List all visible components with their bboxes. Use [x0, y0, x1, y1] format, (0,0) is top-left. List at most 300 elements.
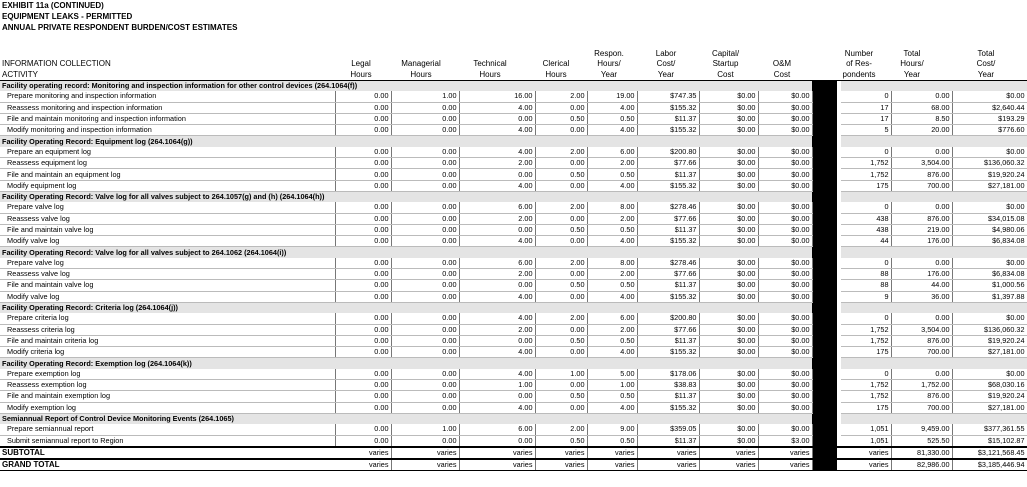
value-cell: 5.00	[587, 369, 637, 380]
value-cell: $0.00	[758, 236, 812, 247]
total-cell: $6,834.08	[952, 236, 1027, 247]
total-cell: 1,752	[841, 169, 891, 180]
activity-label: Reassess equipment log	[0, 158, 335, 169]
total-cell: 0	[841, 147, 891, 158]
separator-bar	[812, 291, 837, 302]
value-cell: $200.80	[637, 313, 699, 324]
total-cell: varies	[841, 459, 891, 471]
separator-bar	[812, 358, 837, 369]
value-cell: 0.00	[335, 158, 391, 169]
value-cell: 0.00	[391, 258, 459, 269]
value-cell: 4.00	[459, 347, 535, 358]
total-cell: 525.50	[891, 435, 952, 447]
table-row	[0, 424, 1027, 435]
value-cell: $0.00	[758, 202, 812, 213]
separator-bar	[812, 147, 837, 158]
value-cell: $178.06	[637, 369, 699, 380]
table-row	[0, 258, 1027, 269]
table-row	[0, 224, 1027, 235]
section-header-row	[0, 81, 1027, 91]
value-cell: varies	[335, 447, 391, 459]
section-title: Facility Operating Record: Exemption log (264.1064(k))	[0, 358, 812, 369]
total-cell: varies	[841, 447, 891, 459]
value-cell: $0.00	[699, 213, 758, 224]
technical-hours-header: Technical Hours	[473, 59, 507, 79]
value-cell: $11.37	[637, 113, 699, 124]
value-cell: 0.00	[335, 258, 391, 269]
total-cell: $0.00	[952, 258, 1027, 269]
value-cell: 1.00	[587, 380, 637, 391]
value-cell: varies	[587, 459, 637, 471]
separator-bar	[812, 224, 837, 235]
value-cell: 0.00	[459, 113, 535, 124]
total-cell: 8.50	[891, 113, 952, 124]
total-cell: 0.00	[891, 313, 952, 324]
value-cell: 4.00	[459, 402, 535, 413]
table-row	[0, 113, 1027, 124]
value-cell: 0.00	[535, 102, 587, 113]
value-cell: 2.00	[587, 324, 637, 335]
separator-bar	[812, 313, 837, 324]
value-cell: $0.00	[699, 169, 758, 180]
value-cell: 0.00	[335, 424, 391, 435]
activity-label: File and maintain valve log	[0, 224, 335, 235]
grand-total-row	[0, 459, 1027, 471]
value-cell: 8.00	[587, 202, 637, 213]
value-cell: 0.00	[335, 125, 391, 136]
value-cell: $0.00	[699, 291, 758, 302]
value-cell: $155.32	[637, 236, 699, 247]
total-cell: $34,015.08	[952, 213, 1027, 224]
separator-bar	[812, 269, 837, 280]
value-cell: 0.00	[391, 102, 459, 113]
value-cell: varies	[758, 447, 812, 459]
activity-label: Prepare criteria log	[0, 313, 335, 324]
value-cell: 0.00	[459, 224, 535, 235]
separator-bar	[812, 81, 837, 91]
value-cell: 0.00	[391, 369, 459, 380]
total-cell: 82,986.00	[891, 459, 952, 471]
value-cell: 2.00	[459, 158, 535, 169]
value-cell: 0.00	[535, 236, 587, 247]
value-cell: 4.00	[587, 347, 637, 358]
value-cell: 0.00	[335, 380, 391, 391]
exhibit-titles	[0, 0, 237, 33]
total-cell: $15,102.87	[952, 435, 1027, 447]
value-cell: 0.50	[535, 169, 587, 180]
value-cell: varies	[758, 459, 812, 471]
value-cell: 0.00	[391, 380, 459, 391]
value-cell: 4.00	[587, 236, 637, 247]
value-cell: 0.00	[535, 380, 587, 391]
value-cell: 0.00	[335, 369, 391, 380]
separator-bar	[812, 402, 837, 413]
value-cell: 2.00	[459, 269, 535, 280]
table-row	[0, 291, 1027, 302]
value-cell: 0.50	[535, 391, 587, 402]
value-cell: $0.00	[699, 224, 758, 235]
value-cell: $155.32	[637, 347, 699, 358]
value-cell: $0.00	[758, 158, 812, 169]
value-cell: 6.00	[587, 147, 637, 158]
value-cell: varies	[335, 459, 391, 471]
value-cell: $0.00	[699, 402, 758, 413]
value-cell: $0.00	[758, 258, 812, 269]
separator-bar	[812, 424, 837, 435]
value-cell: 0.00	[391, 113, 459, 124]
value-cell: $0.00	[699, 324, 758, 335]
value-cell: $0.00	[699, 280, 758, 291]
section-title: Facility Operating Record: Valve log for all valves subject to 264.1062 (264.1064(i))	[0, 247, 812, 258]
total-cell: 5	[841, 125, 891, 136]
value-cell: $11.37	[637, 391, 699, 402]
total-cell: 1,752.00	[891, 380, 952, 391]
total-cell: 175	[841, 347, 891, 358]
total-cell: $776.60	[952, 125, 1027, 136]
grand-total-row-label: GRAND TOTAL	[0, 459, 335, 471]
value-cell: $200.80	[637, 147, 699, 158]
section-header-row	[0, 302, 1027, 313]
section-header-row	[0, 136, 1027, 147]
respondents-header: Number of Res- pondents	[842, 48, 876, 79]
value-cell: 6.00	[459, 202, 535, 213]
total-cell: 175	[841, 402, 891, 413]
table-row	[0, 347, 1027, 358]
value-cell: 0.00	[391, 147, 459, 158]
total-cell: 9,459.00	[891, 424, 952, 435]
value-cell: $0.00	[758, 91, 812, 102]
value-cell: 0.00	[335, 213, 391, 224]
labor-cost-header: Labor Cost/ Year	[655, 48, 677, 79]
separator-bar	[812, 236, 837, 247]
value-cell: 2.00	[587, 158, 637, 169]
value-cell: varies	[699, 459, 758, 471]
separator-bar	[812, 213, 837, 224]
value-cell: 0.00	[335, 391, 391, 402]
value-cell: $11.37	[637, 169, 699, 180]
value-cell: 0.00	[391, 202, 459, 213]
value-cell: 4.00	[587, 180, 637, 191]
table-row	[0, 402, 1027, 413]
value-cell: 0.50	[535, 113, 587, 124]
value-cell: 0.00	[335, 113, 391, 124]
separator-bar	[812, 247, 837, 258]
activity-label: Modify criteria log	[0, 347, 335, 358]
activity-label: Reassess monitoring and inspection information	[0, 102, 335, 113]
value-cell: 2.00	[535, 313, 587, 324]
value-cell: $0.00	[699, 158, 758, 169]
value-cell: 4.00	[459, 180, 535, 191]
value-cell: $0.00	[699, 391, 758, 402]
value-cell: 6.00	[459, 424, 535, 435]
value-cell: $77.66	[637, 213, 699, 224]
total-cell: 81,330.00	[891, 447, 952, 459]
value-cell: $155.32	[637, 102, 699, 113]
section-header-row	[0, 413, 1027, 424]
value-cell: $0.00	[758, 291, 812, 302]
activity-label: File and maintain monitoring and inspection information	[0, 113, 335, 124]
value-cell: 0.50	[535, 335, 587, 346]
value-cell: 1.00	[459, 380, 535, 391]
total-cell: 876.00	[891, 213, 952, 224]
activity-label: Modify monitoring and inspection information	[0, 125, 335, 136]
total-cell: 36.00	[891, 291, 952, 302]
value-cell: varies	[459, 447, 535, 459]
section-header-row	[0, 247, 1027, 258]
value-cell: 0.00	[535, 125, 587, 136]
activity-label: Modify valve log	[0, 236, 335, 247]
total-cell: 876.00	[891, 335, 952, 346]
table-row	[0, 236, 1027, 247]
separator-bar	[812, 202, 837, 213]
value-cell: 4.00	[459, 147, 535, 158]
value-cell: 0.00	[535, 347, 587, 358]
value-cell: $0.00	[758, 224, 812, 235]
total-cell: 17	[841, 113, 891, 124]
value-cell: 0.00	[391, 291, 459, 302]
value-cell: $0.00	[699, 180, 758, 191]
value-cell: 0.00	[391, 169, 459, 180]
total-cell: 700.00	[891, 402, 952, 413]
value-cell: 4.00	[587, 125, 637, 136]
total-cell: 876.00	[891, 391, 952, 402]
total-cell: 0	[841, 313, 891, 324]
total-cell: 0.00	[891, 147, 952, 158]
total-cell: $0.00	[952, 369, 1027, 380]
separator-bar	[812, 347, 837, 358]
value-cell: 0.50	[587, 335, 637, 346]
value-cell: 0.50	[535, 435, 587, 447]
total-cell: $19,920.24	[952, 169, 1027, 180]
value-cell: 0.50	[587, 435, 637, 447]
value-cell: 0.00	[391, 335, 459, 346]
total-cell: 1,051	[841, 435, 891, 447]
burden-table	[0, 81, 1027, 471]
table-row	[0, 391, 1027, 402]
value-cell: varies	[391, 447, 459, 459]
value-cell: 0.00	[335, 236, 391, 247]
total-cell: 44.00	[891, 280, 952, 291]
value-cell: 0.00	[335, 402, 391, 413]
total-cell: 0.00	[891, 202, 952, 213]
value-cell: 6.00	[459, 258, 535, 269]
value-cell: $11.37	[637, 435, 699, 447]
value-cell: $278.46	[637, 258, 699, 269]
activity-label: Submit semiannual report to Region	[0, 435, 335, 447]
activity-label: Reassess valve log	[0, 213, 335, 224]
value-cell: 4.00	[587, 102, 637, 113]
activity-label: Prepare an equipment log	[0, 147, 335, 158]
subtotal-row-label: SUBTOTAL	[0, 447, 335, 459]
value-cell: $359.05	[637, 424, 699, 435]
table-row	[0, 369, 1027, 380]
total-cell: 1,752	[841, 158, 891, 169]
total-cell: $0.00	[952, 91, 1027, 102]
value-cell: varies	[637, 459, 699, 471]
table-row	[0, 91, 1027, 102]
activity-label: Prepare valve log	[0, 202, 335, 213]
table-row	[0, 147, 1027, 158]
total-cell: $0.00	[952, 313, 1027, 324]
value-cell: 0.50	[587, 113, 637, 124]
section-title: Facility operating record: Monitoring and inspection information for other control devices (264.1064(f))	[0, 81, 812, 91]
value-cell: 6.00	[587, 313, 637, 324]
value-cell: 0.00	[335, 102, 391, 113]
activity-label: File and maintain valve log	[0, 280, 335, 291]
value-cell: 0.00	[391, 402, 459, 413]
total-cell: 438	[841, 224, 891, 235]
value-cell: 0.00	[391, 125, 459, 136]
activity-label: Modify valve log	[0, 291, 335, 302]
value-cell: 0.00	[391, 269, 459, 280]
value-cell: 2.00	[587, 269, 637, 280]
value-cell: 0.00	[335, 280, 391, 291]
value-cell: 2.00	[535, 147, 587, 158]
value-cell: 0.00	[391, 236, 459, 247]
value-cell: $155.32	[637, 125, 699, 136]
value-cell: $77.66	[637, 269, 699, 280]
activity-label: Prepare exemption log	[0, 369, 335, 380]
section-title: Facility Operating Record: Valve log for all valves subject to 264.1057(g) and (h) (264.1064(h))	[0, 191, 812, 202]
total-cell: $27,181.00	[952, 402, 1027, 413]
exhibit-subtitle: EQUIPMENT LEAKS - PERMITTED	[2, 12, 133, 21]
value-cell: varies	[699, 447, 758, 459]
total-cell: 1,051	[841, 424, 891, 435]
value-cell: 4.00	[459, 236, 535, 247]
value-cell: $0.00	[699, 269, 758, 280]
section-fill	[841, 247, 1027, 258]
value-cell: $0.00	[699, 380, 758, 391]
separator-bar	[812, 335, 837, 346]
value-cell: $11.37	[637, 335, 699, 346]
value-cell: $11.37	[637, 280, 699, 291]
value-cell: $0.00	[758, 335, 812, 346]
value-cell: $278.46	[637, 202, 699, 213]
value-cell: 0.00	[535, 402, 587, 413]
value-cell: $0.00	[699, 435, 758, 447]
value-cell: 16.00	[459, 91, 535, 102]
value-cell: 0.00	[335, 269, 391, 280]
value-cell: 0.00	[535, 291, 587, 302]
table-row	[0, 102, 1027, 113]
value-cell: $0.00	[699, 113, 758, 124]
value-cell: 0.00	[335, 169, 391, 180]
value-cell: 2.00	[535, 424, 587, 435]
value-cell: $0.00	[699, 236, 758, 247]
managerial-hours-header: Managerial Hours	[401, 59, 441, 79]
column-headers	[0, 45, 1027, 80]
separator-bar	[812, 391, 837, 402]
table-row	[0, 169, 1027, 180]
table-row	[0, 313, 1027, 324]
value-cell: 0.00	[335, 224, 391, 235]
separator-bar	[812, 158, 837, 169]
section-fill	[841, 191, 1027, 202]
value-cell: $0.00	[758, 391, 812, 402]
value-cell: 0.00	[335, 180, 391, 191]
value-cell: $0.00	[758, 424, 812, 435]
value-cell: 4.00	[459, 102, 535, 113]
activity-label: Reassess valve log	[0, 269, 335, 280]
value-cell: 0.50	[587, 224, 637, 235]
value-cell: $0.00	[758, 102, 812, 113]
total-cell: $3,121,568.45	[952, 447, 1027, 459]
om-cost-header: O&M Cost	[772, 59, 792, 79]
total-cell: $1,000.56	[952, 280, 1027, 291]
exhibit-title: EXHIBIT 11a (CONTINUED)	[2, 1, 104, 10]
total-cell: 219.00	[891, 224, 952, 235]
value-cell: $0.00	[699, 258, 758, 269]
value-cell: $0.00	[758, 324, 812, 335]
total-cell: 0.00	[891, 369, 952, 380]
value-cell: $155.32	[637, 291, 699, 302]
total-cell: 0.00	[891, 258, 952, 269]
total-cell: $68,030.16	[952, 380, 1027, 391]
value-cell: 2.00	[587, 213, 637, 224]
total-cell: $136,060.32	[952, 324, 1027, 335]
value-cell: $0.00	[758, 380, 812, 391]
activity-label: Prepare valve log	[0, 258, 335, 269]
section-header-row	[0, 358, 1027, 369]
activity-label: Modify equipment log	[0, 180, 335, 191]
value-cell: 0.00	[391, 435, 459, 447]
total-cell: 17	[841, 102, 891, 113]
value-cell: $0.00	[758, 402, 812, 413]
total-cell: $0.00	[952, 202, 1027, 213]
value-cell: 0.00	[335, 313, 391, 324]
value-cell: 2.00	[459, 213, 535, 224]
separator-bar	[812, 280, 837, 291]
total-cell: $19,920.24	[952, 335, 1027, 346]
total-cell: 68.00	[891, 102, 952, 113]
total-cell: 9	[841, 291, 891, 302]
value-cell: varies	[535, 447, 587, 459]
value-cell: $0.00	[699, 147, 758, 158]
value-cell: 0.00	[459, 169, 535, 180]
separator-bar	[812, 447, 837, 459]
separator-bar	[812, 380, 837, 391]
value-cell: 2.00	[459, 324, 535, 335]
table-row	[0, 158, 1027, 169]
table-row	[0, 280, 1027, 291]
total-cell: $3,185,446.94	[952, 459, 1027, 471]
value-cell: 0.00	[335, 435, 391, 447]
table-row	[0, 380, 1027, 391]
value-cell: 19.00	[587, 91, 637, 102]
value-cell: $0.00	[758, 269, 812, 280]
total-cell: 700.00	[891, 347, 952, 358]
value-cell: $0.00	[758, 313, 812, 324]
total-cell: 1,752	[841, 324, 891, 335]
value-cell: 0.00	[391, 224, 459, 235]
value-cell: 0.00	[391, 213, 459, 224]
activity-label: Prepare semiannual report	[0, 424, 335, 435]
total-cell: 700.00	[891, 180, 952, 191]
table-row	[0, 213, 1027, 224]
separator-bar	[812, 125, 837, 136]
separator-bar	[812, 324, 837, 335]
value-cell: 4.00	[459, 313, 535, 324]
table-row	[0, 324, 1027, 335]
total-cell: $4,980.06	[952, 224, 1027, 235]
value-cell: 1.00	[535, 369, 587, 380]
table-row	[0, 435, 1027, 447]
value-cell: $0.00	[699, 102, 758, 113]
value-cell: varies	[535, 459, 587, 471]
value-cell: $77.66	[637, 158, 699, 169]
value-cell: 1.00	[391, 424, 459, 435]
section-fill	[841, 136, 1027, 147]
